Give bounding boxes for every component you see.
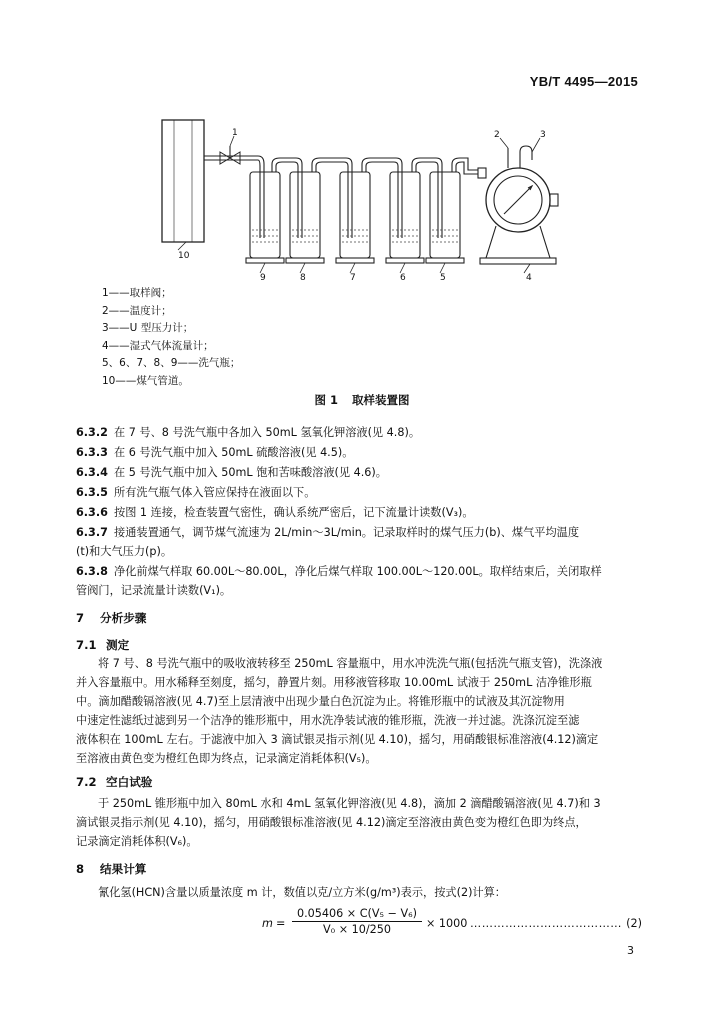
formula-fraction [292, 907, 422, 936]
label-9: 9 [260, 273, 266, 283]
formula-equals: = [276, 917, 286, 930]
formula-multiplier: × 1000 [426, 917, 468, 930]
legend-item: 3——U 型压力计； [102, 322, 194, 335]
heading-7: 7 分析步骤 [76, 611, 147, 625]
para-7-1-line: 将 7 号、8 号洗气瓶中的吸收液转移至 250mL 容量瓶中，用水冲洗洗气瓶(包括洗气瓶支管)，洗涤液 [98, 657, 603, 670]
heading-8: 8 结果计算 [76, 862, 147, 876]
formula-2 [262, 907, 642, 941]
label-6: 6 [400, 273, 406, 283]
figure-caption [0, 392, 724, 408]
formula-lhs: m [262, 917, 273, 930]
para-7-2-line: 于 250mL 锥形瓶中加入 80mL 水和 4mL 氢氧化钾溶液(见 4.8)，滴加 2 滴醋酸镉溶液(见 4.7)和 3 [98, 797, 601, 810]
label-7: 7 [350, 273, 356, 283]
para-7-2-line: 记录滴定消耗体积(V₆)。 [76, 835, 198, 848]
para-7-1-line: 并入容量瓶中。用水稀释至刻度，摇匀，静置片刻。用移液管移取 10.00mL 试液于 250mL 洁净锥形瓶 [76, 676, 592, 689]
legend-item: 10——煤气管道。 [102, 374, 189, 387]
clause-6-3-5: 6.3.5 所有洗气瓶气体入管应保持在液面以下。 [76, 486, 316, 499]
caption-title: 取样装置图 [352, 393, 410, 407]
label-3: 3 [540, 130, 546, 140]
legend-item: 5、6、7、8、9——洗气瓶； [102, 357, 241, 370]
clause-6-3-8: 6.3.8 净化前煤气样取 60.00L～80.00L，净化后煤气样取 100.00L～120.00L。取样结束后，关闭取样 [76, 565, 602, 578]
legend-item: 2——温度计； [102, 304, 172, 317]
label-8: 8 [300, 273, 306, 283]
standard-code: YB/T 4495—2015 [529, 74, 638, 89]
para-7-1-line: 液体积在 100mL 左右。于滤液中加入 3 滴试银灵指示剂(见 4.10)，摇匀，用硝酸银标准溶液(4.12)滴定 [76, 733, 599, 746]
label-5: 5 [440, 273, 446, 283]
sampling-apparatus-figure [150, 108, 570, 283]
heading-7-1: 7.1 测定 [76, 638, 130, 652]
heading-7-2: 7.2 空白试验 [76, 775, 153, 789]
para-7-1-line: 中。滴加醋酸镉溶液(见 4.7)至上层清液中出现少量白色沉淀为止。将锥形瓶中的试液及其沉淀物用 [76, 695, 565, 708]
para-7-1-line: 至溶液由黄色变为橙红色即为终点，记录滴定消耗体积(V₅)。 [76, 752, 377, 765]
formula-leader-dots: ………………………………… [470, 917, 622, 930]
clause-6-3-2: 6.3.2 在 7 号、8 号洗气瓶中各加入 50mL 氢氧化钾溶液(见 4.8)。 [76, 426, 421, 439]
figure-legend [102, 285, 240, 391]
legend-item: 4——湿式气体流量计； [102, 339, 214, 352]
page-number: 3 [627, 944, 634, 957]
label-10: 10 [178, 251, 190, 261]
clause-6-3-8-cont: 管阀门，记录流量计读数(V₁)。 [76, 584, 232, 597]
label-1: 1 [232, 128, 238, 138]
formula-numerator: 0.05406 × C(V₅ − V₆) [292, 907, 422, 922]
gas-pipeline [162, 120, 204, 242]
para-8: 氰化氢(HCN)含量以质量浓度 m 计，数值以克/立方米(g/m³)表示，按式(2)计算： [98, 886, 506, 899]
clause-6-3-7: 6.3.7 接通装置通气，调节煤气流速为 2L/min～3L/min。记录取样时的煤气压力(b)、煤气平均温度 [76, 526, 580, 539]
formula-number: (2) [626, 917, 642, 930]
clause-6-3-3: 6.3.3 在 6 号洗气瓶中加入 50mL 硫酸溶液(见 4.5)。 [76, 446, 354, 459]
clause-6-3-6: 6.3.6 按图 1 连接，检查装置气密性，确认系统严密后，记下流量计读数(V₃)。 [76, 506, 474, 519]
label-4: 4 [526, 273, 532, 283]
label-2: 2 [494, 130, 500, 140]
formula-denominator: V₀ × 10/250 [323, 923, 391, 936]
caption-number: 图 1 [314, 393, 338, 407]
legend-item: 1——取样阀； [102, 287, 172, 299]
para-7-2-line: 滴试银灵指示剂(见 4.10)，摇匀，用硝酸银标准溶液(见 4.12)滴定至溶液由黄色变为橙红色即为终点， [76, 816, 587, 829]
clause-6-3-4: 6.3.4 在 5 号洗气瓶中加入 50mL 饱和苦味酸溶液(见 4.6)。 [76, 466, 387, 479]
clause-6-3-7-cont: (t)和大气压力(p)。 [76, 545, 173, 558]
para-7-1-line: 中速定性滤纸过滤到另一个洁净的锥形瓶中，用水洗净装试液的锥形瓶，洗液一并过滤。洗涤沉淀至滤 [76, 714, 580, 727]
